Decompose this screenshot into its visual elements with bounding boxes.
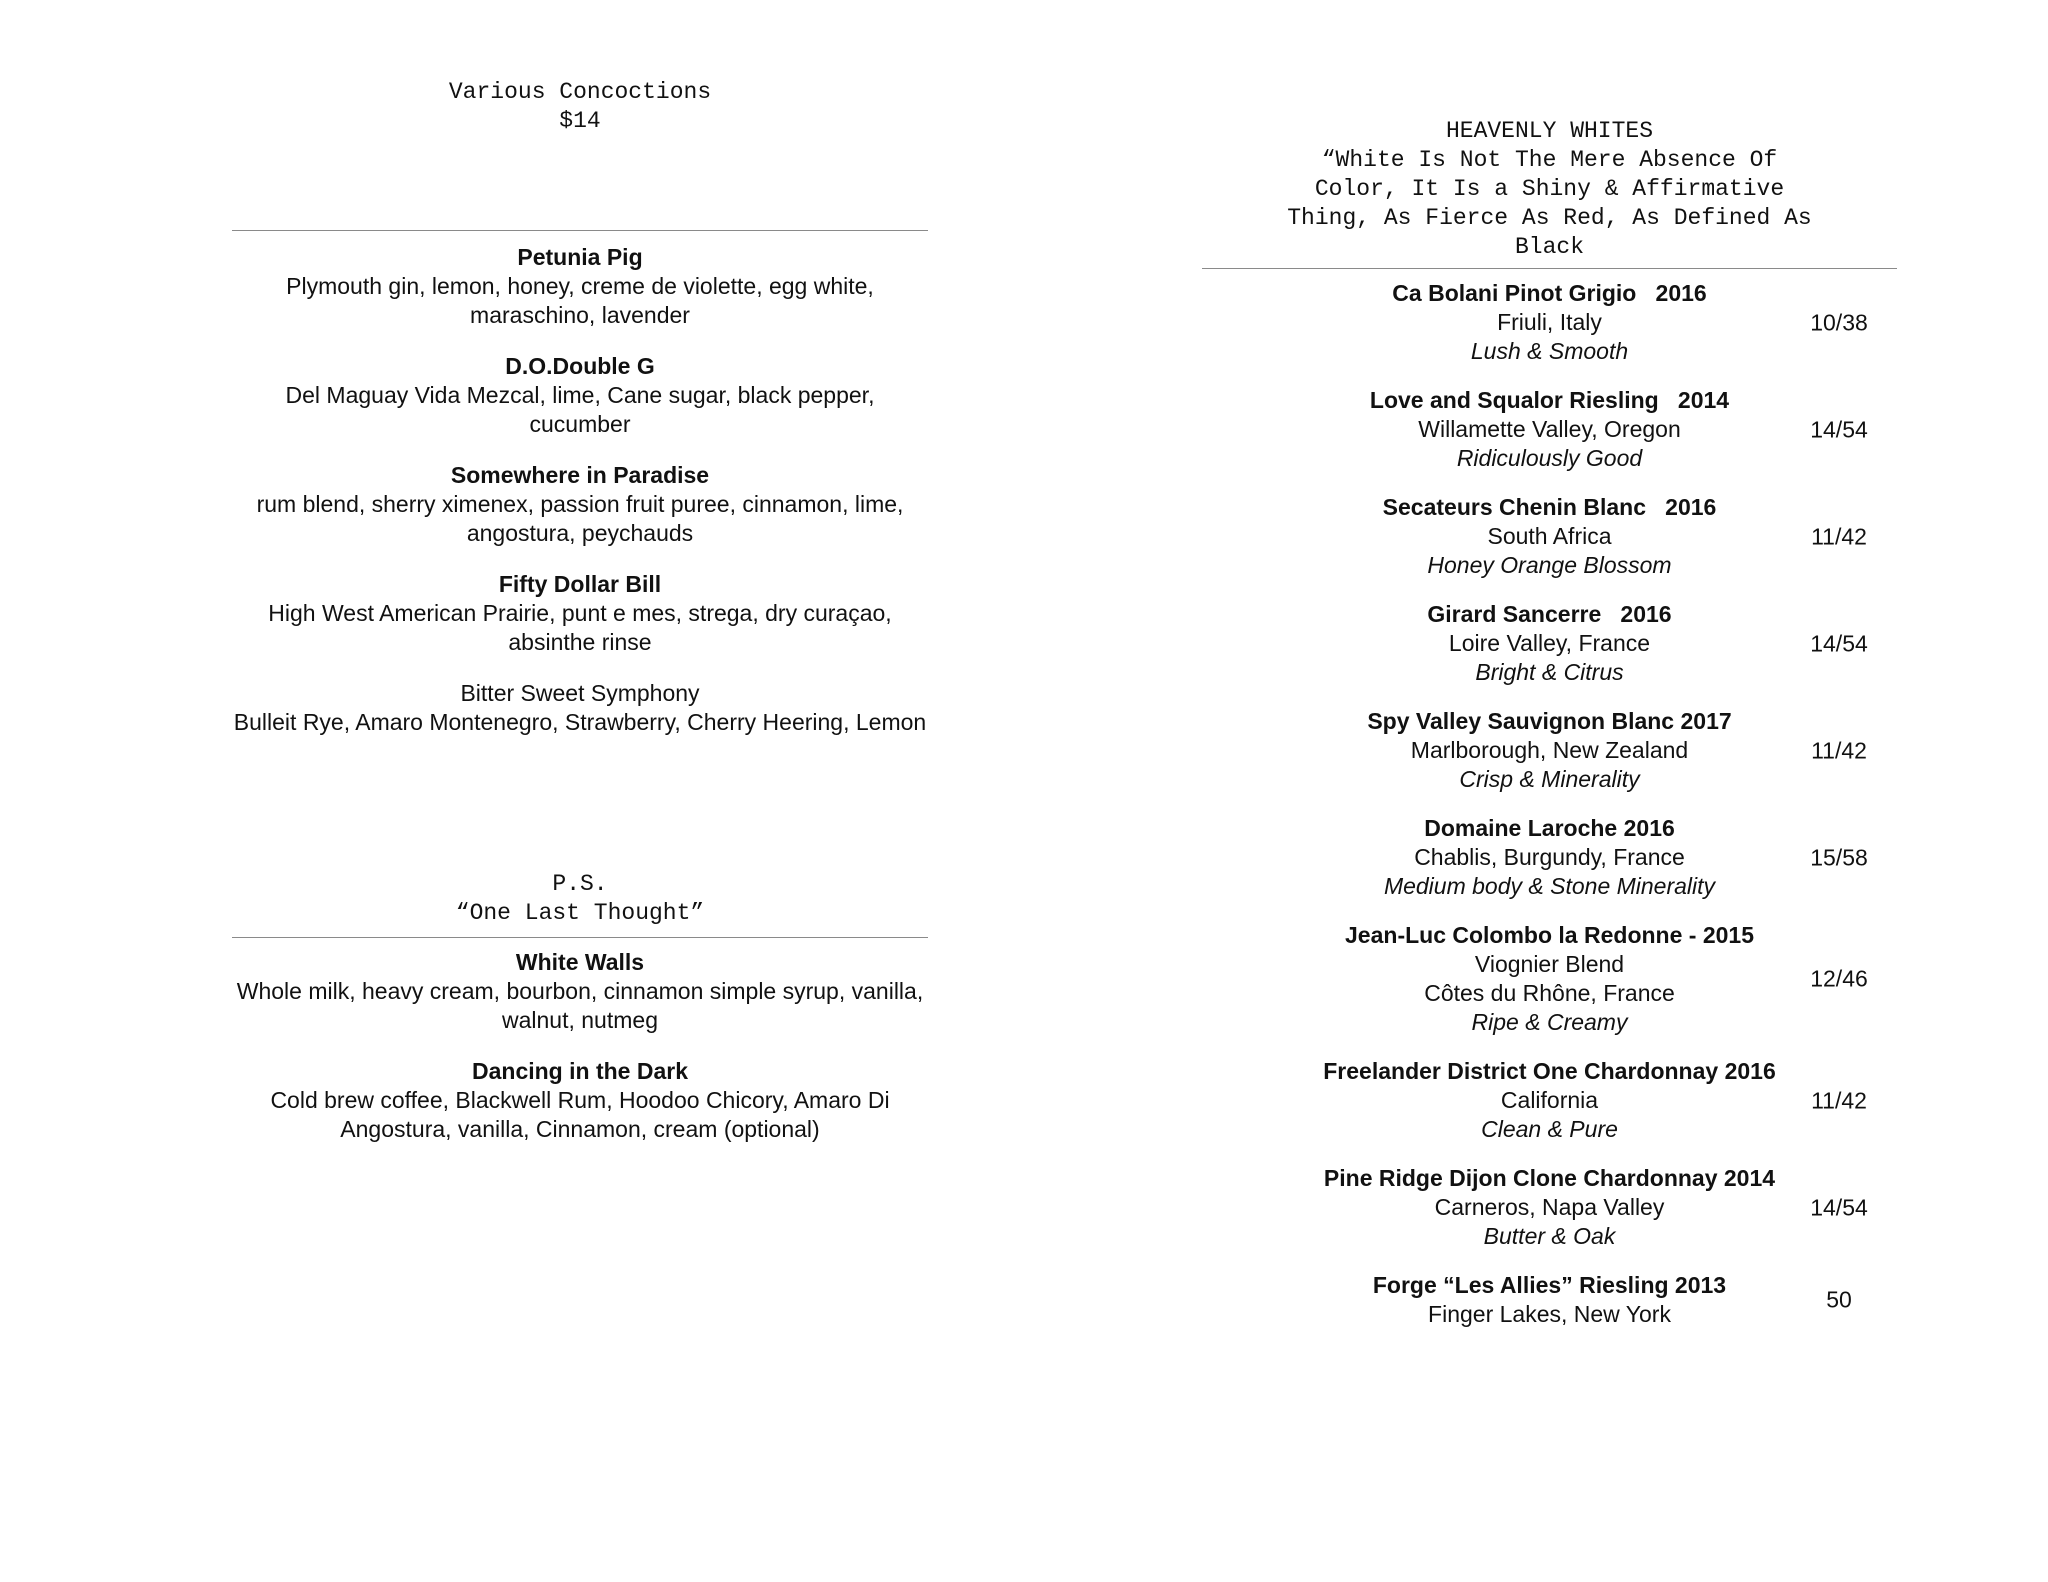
wine-region: California	[1500, 1087, 1599, 1113]
cocktail-name: Somewhere in Paradise	[450, 462, 710, 488]
wine-item	[1202, 493, 1897, 580]
ps-title: P.S.	[552, 871, 608, 897]
wine-tasting-note: Ridiculously Good	[1456, 445, 1643, 471]
cocktail-description: Bulleit Rye, Amaro Montenegro, Strawberry, Cherry Heering, Lemon	[233, 709, 927, 735]
wine-price: 11/42	[1811, 737, 1867, 763]
cocktail-item	[232, 461, 928, 548]
whites-title: HEAVENLY WHITES	[1445, 118, 1654, 144]
ps-list	[232, 948, 928, 1166]
ps-item	[232, 1057, 928, 1144]
cocktail-name: D.O.Double G	[505, 353, 655, 379]
wine-tasting-note: Clean & Pure	[1481, 1116, 1618, 1142]
ps-item-name: Dancing in the Dark	[472, 1058, 688, 1084]
cocktail-description: rum blend, sherry ximenex, passion fruit puree, cinnamon, lime, angostura, peychauds	[256, 491, 904, 546]
wine-name: Domaine Laroche 2016	[1424, 815, 1675, 841]
wine-region: Viognier Blend Côtes du Rhône, France	[1424, 951, 1675, 1006]
wine-name: Girard Sancerre 2016	[1427, 601, 1672, 627]
ps-subtitle: “One Last Thought”	[455, 900, 705, 926]
cocktails-price: $14	[559, 108, 601, 134]
wine-item	[1202, 814, 1897, 901]
cocktail-description: Del Maguay Vida Mezcal, lime, Cane sugar, black pepper, cucumber	[285, 382, 875, 437]
wine-region: Finger Lakes, New York	[1428, 1301, 1671, 1327]
wine-price: 11/42	[1811, 1087, 1867, 1113]
wine-price: 15/58	[1810, 844, 1868, 870]
whites-header	[1202, 117, 1897, 262]
wine-tasting-note: Bright & Citrus	[1475, 659, 1624, 685]
whites-quote: “White Is Not The Mere Absence Of Color, It Is a Shiny & Affirmative Thing, As Fierce As Red, As Defined As Black	[1287, 147, 1812, 260]
wine-item	[1202, 1057, 1897, 1144]
wine-name: Ca Bolani Pinot Grigio 2016	[1392, 280, 1707, 306]
cocktail-name: Fifty Dollar Bill	[498, 571, 662, 597]
wine-tasting-note: Lush & Smooth	[1470, 338, 1629, 364]
wine-tasting-note: Medium body & Stone Minerality	[1383, 873, 1716, 899]
wine-region: Willamette Valley, Oregon	[1418, 416, 1681, 442]
wine-price: 11/42	[1811, 523, 1867, 549]
wine-list	[1202, 279, 1897, 1349]
ps-item-description: Whole milk, heavy cream, bourbon, cinnamon simple syrup, vanilla, walnut, nutmeg	[236, 978, 924, 1033]
wine-price: 50	[1826, 1286, 1852, 1313]
cocktail-list	[232, 243, 928, 759]
wine-tasting-note: Butter & Oak	[1483, 1223, 1616, 1249]
cocktails-divider	[232, 230, 928, 231]
ps-item-description: Cold brew coffee, Blackwell Rum, Hoodoo Chicory, Amaro Di Angostura, vanilla, Cinnamon, cream (optional)	[270, 1087, 890, 1142]
wine-name: Secateurs Chenin Blanc 2016	[1382, 494, 1717, 520]
wine-region: Chablis, Burgundy, France	[1414, 844, 1685, 870]
wine-item	[1202, 921, 1897, 1037]
wine-item	[1202, 279, 1897, 366]
cocktail-item	[232, 352, 928, 439]
wine-tasting-note: Crisp & Minerality	[1459, 766, 1640, 792]
cocktail-item	[232, 570, 928, 657]
cocktails-header	[232, 78, 928, 136]
wine-name: Forge “Les Allies” Riesling 2013	[1372, 1272, 1727, 1298]
whites-divider	[1202, 268, 1897, 269]
wine-item	[1202, 707, 1897, 794]
ps-divider	[232, 937, 928, 938]
cocktail-name: Bitter Sweet Symphony	[460, 680, 700, 706]
wine-price: 14/54	[1810, 416, 1868, 442]
wine-price: 10/38	[1810, 309, 1868, 335]
wine-item	[1202, 386, 1897, 473]
wine-item	[1202, 1271, 1897, 1329]
wine-region: South Africa	[1487, 523, 1612, 549]
wine-name: Pine Ridge Dijon Clone Chardonnay 2014	[1323, 1165, 1776, 1191]
wine-item	[1202, 1164, 1897, 1251]
wine-name: Freelander District One Chardonnay 2016	[1323, 1058, 1776, 1084]
wine-tasting-note: Ripe & Creamy	[1471, 1009, 1628, 1035]
cocktail-description: High West American Prairie, punt e mes, strega, dry curaçao, absinthe rinse	[268, 600, 892, 655]
wine-region: Marlborough, New Zealand	[1410, 737, 1689, 763]
wine-item	[1202, 600, 1897, 687]
wine-price: 14/54	[1810, 1194, 1868, 1220]
wine-name: Love and Squalor Riesling 2014	[1369, 387, 1730, 413]
ps-item	[232, 948, 928, 1035]
wine-tasting-note: Honey Orange Blossom	[1427, 552, 1672, 578]
wine-name: Spy Valley Sauvignon Blanc 2017	[1367, 708, 1732, 734]
cocktail-item	[232, 679, 928, 737]
wine-price: 12/46	[1810, 965, 1868, 992]
ps-header	[232, 870, 928, 928]
wine-name: Jean-Luc Colombo la Redonne - 2015	[1345, 922, 1754, 948]
ps-item-name: White Walls	[515, 949, 645, 975]
cocktails-title: Various Concoctions	[448, 79, 712, 105]
wine-region: Loire Valley, France	[1448, 630, 1651, 656]
cocktail-item	[232, 243, 928, 330]
wine-region: Carneros, Napa Valley	[1434, 1194, 1665, 1220]
cocktail-description: Plymouth gin, lemon, honey, creme de violette, egg white, maraschino, lavender	[286, 273, 874, 328]
wine-region: Friuli, Italy	[1497, 309, 1602, 335]
wine-price: 14/54	[1810, 630, 1868, 656]
cocktail-name: Petunia Pig	[517, 244, 643, 270]
